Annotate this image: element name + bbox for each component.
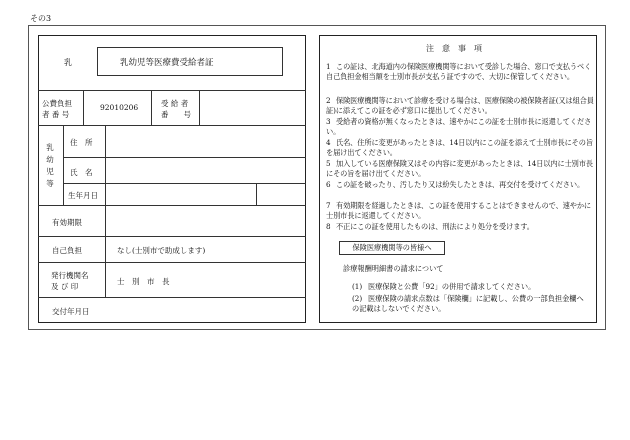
medical-institutions-notice-box: 保険医療機関等の皆様へ <box>339 241 445 255</box>
note-item: 3 受給者の資格が無くなったときは、速やかにこの証を士別市長に返還してください。 <box>326 117 592 136</box>
infant-section-label: 乳 幼 児 等 <box>46 143 54 188</box>
note-item: 8 不正にこの証を使用したものは、刑法により処分を受けます。 <box>326 222 534 231</box>
column-divider <box>83 90 84 125</box>
issuer-label-line1: 発行機関名 <box>51 271 89 280</box>
address-label: 住 所 <box>70 138 93 147</box>
column-divider <box>105 125 106 297</box>
certificate-title: 乳幼児等医療費受給者証 <box>120 58 214 68</box>
row-divider <box>38 205 306 206</box>
note-item: 7 有効期限を経過したときは、この証を使用することはできませんので、速やかに士別市長に返還してください。 <box>326 201 592 220</box>
payer-number-label-line1: 公費負担 <box>42 99 72 108</box>
note-item: 6 この証を破ったり、汚したり又は紛失したときは、再交付を受けてください。 <box>326 180 585 189</box>
payer-number-value: 92010206 <box>100 103 139 112</box>
billing-item: (2) 医療保険の請求点数は「保険欄」に記載し、公費の一部負担金欄への記載はしないでください。 <box>352 294 584 313</box>
column-divider <box>199 90 200 125</box>
birth-date-label: 生年月日 <box>68 191 98 200</box>
row-divider <box>38 262 306 263</box>
issuer-value: 士 別 市 長 <box>117 277 170 286</box>
name-label: 氏 名 <box>70 168 93 177</box>
recipient-number-label-line2: 番 号 <box>161 110 191 119</box>
billing-item: (1) 医療保険と公費「92」の併用で請求してください。 <box>352 282 536 291</box>
note-item: 4 氏名、住所に変更があったときは、14日以内にこの証を添えて士別市長にその旨を届け出てください。 <box>326 138 593 157</box>
note-item: 1 この証は、北海道内の保険医療機関等において受診した場合、窓口で支払うべく自己負担金相当額を士別市長が支払う証ですので、大切に保管してください。 <box>326 62 592 81</box>
row-divider <box>63 183 306 184</box>
note-item: 2 保険医療機関等において診療を受ける場合は、医療保険の被保険者証(又は組合員証)に添えてこの証を必ず窓口に提出してください。 <box>326 96 594 115</box>
column-divider <box>256 183 257 205</box>
payer-number-label-line2: 者 番 号 <box>42 110 70 119</box>
copay-value: なし(士別市で助成します) <box>117 246 206 255</box>
copay-label: 自己負担 <box>52 246 82 255</box>
validity-label: 有効期限 <box>52 218 82 227</box>
recipient-number-label-line1: 受 給 者 <box>161 99 189 108</box>
issuer-label-line2: 及 び 印 <box>51 282 79 291</box>
row-divider <box>38 297 306 298</box>
row-divider <box>63 157 306 158</box>
document-label: その3 <box>30 14 52 23</box>
column-divider <box>151 90 152 125</box>
issue-date-label: 交付年月日 <box>52 307 90 316</box>
row-divider <box>38 125 306 126</box>
billing-heading: 診療報酬明細書の請求について <box>343 264 444 273</box>
column-divider <box>63 125 64 205</box>
row-divider <box>38 90 306 91</box>
corner-label: 乳 <box>64 58 72 67</box>
note-item: 5 加入している医療保険又はその内容に変更があったときは、14日以内に士別市長にその旨を届け出てください。 <box>326 159 593 178</box>
row-divider <box>38 236 306 237</box>
notes-heading: 注 意 事 項 <box>426 44 482 53</box>
